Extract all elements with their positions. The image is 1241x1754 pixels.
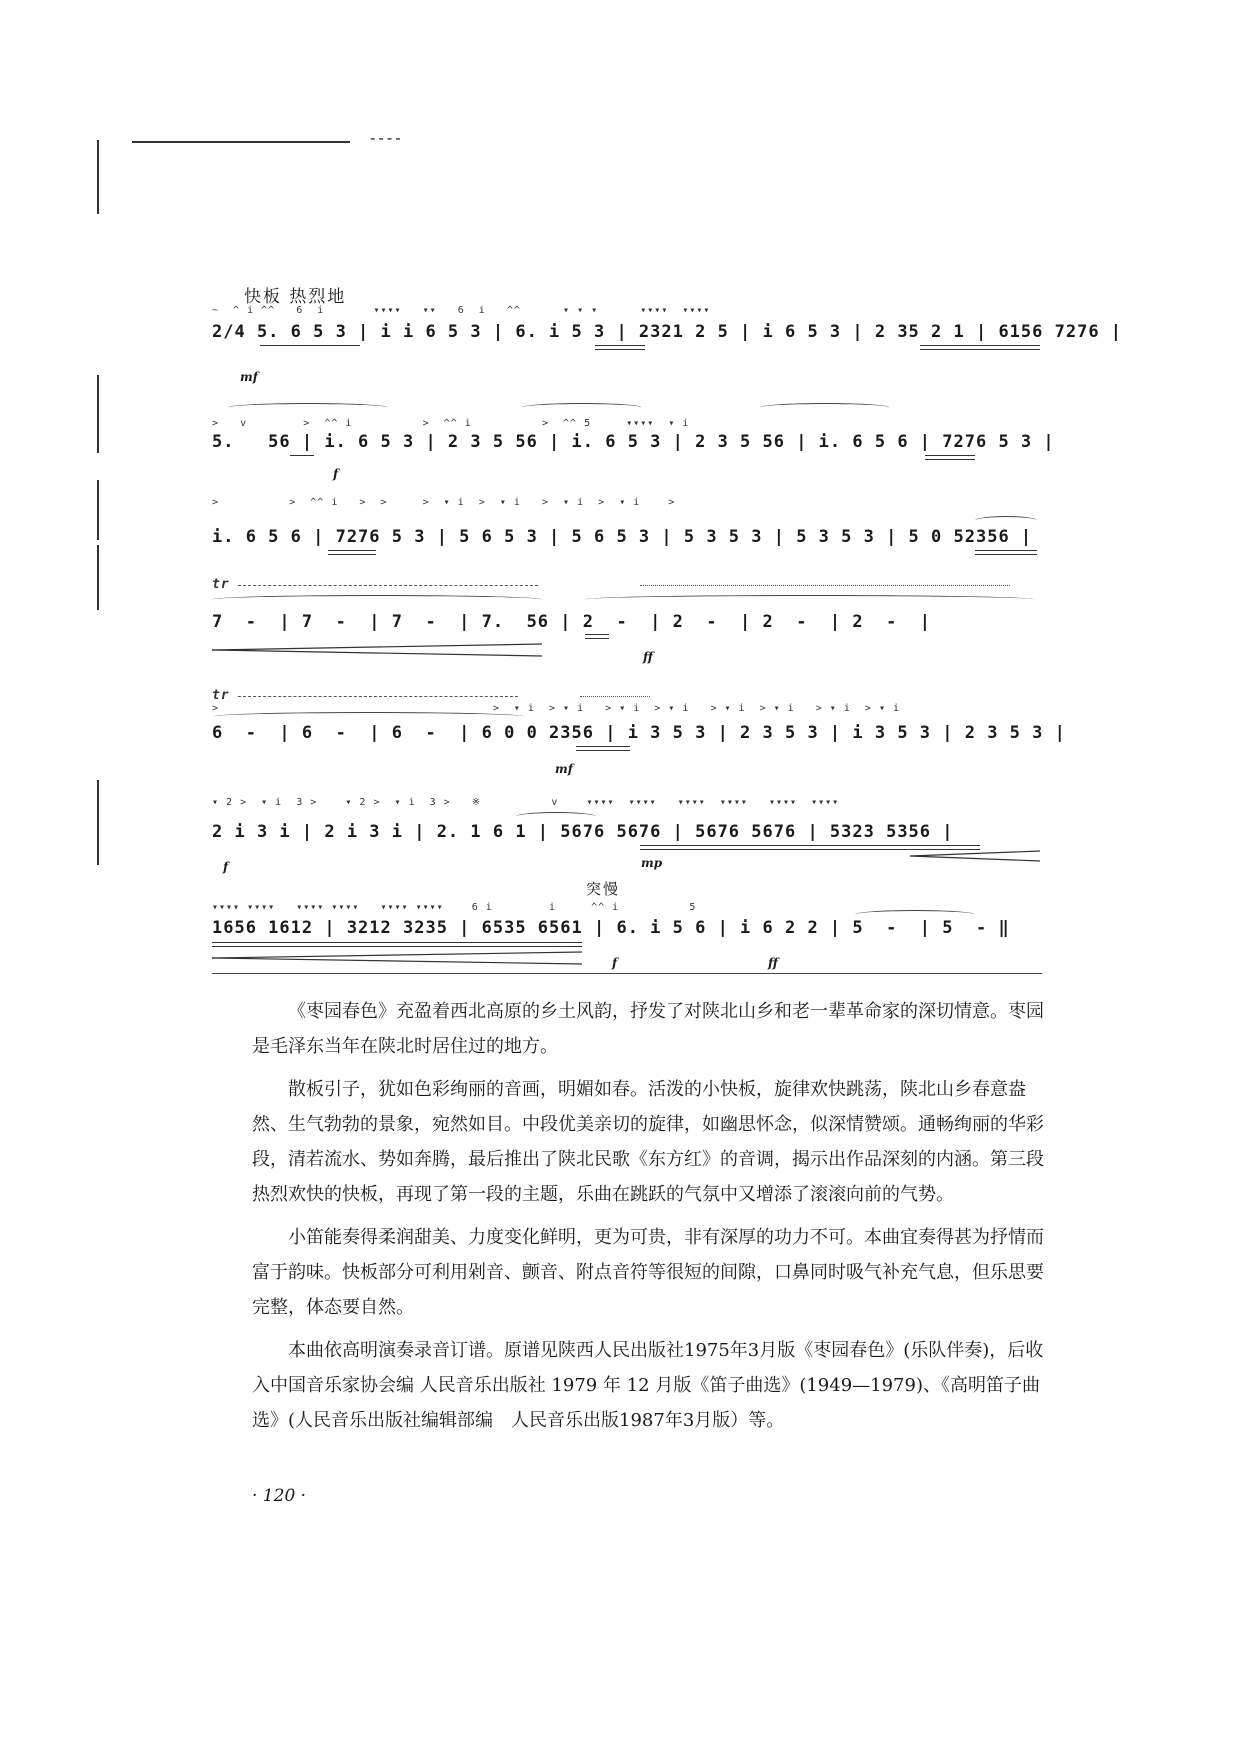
beam	[975, 550, 1037, 551]
score-row: 2/4 5. 6 5 3 | i i 6 5 3 | 6. i 5 3 | 2321 2 5 | i 6 5 3 | 2 35 2 1 | 6156 7276 |	[212, 322, 1123, 342]
margin-bar	[97, 140, 99, 214]
beam	[212, 946, 582, 947]
trill-label: tr	[212, 577, 230, 592]
trill-line	[238, 696, 518, 697]
ornament-line: > v > ^^ i > ^^ i > ^^ 5 ▾▾▾▾ ▾ i	[212, 418, 690, 429]
decrescendo-hairpin	[212, 640, 542, 660]
score-row: 2 i 3 i | 2 i 3 i | 2. 1 6 1 | 5676 5676 | 5676 5676 | 5323 5356 |	[212, 822, 954, 842]
beam	[920, 345, 1040, 346]
score-row: 1656 1612 | 3212 3235 | 6535 6561 | 6. i 5 6 | i 6 2 2 | 5 - | 5 - ‖	[212, 918, 1010, 938]
page-number: · 120 ·	[252, 1486, 307, 1506]
slur	[228, 403, 388, 412]
ornament-line: ~ ^ i ^^ 6 i ▾▾▾▾ ▾▾ 6 i ^^ ▾ ▾ ▾ ▾▾▾▾ ▾▾▾▾	[212, 305, 711, 316]
slur	[585, 595, 1035, 604]
commentary-paragraph: 《枣园春色》充盈着西北高原的乡土风韵，抒发了对陕北山乡和老一辈革命家的深切情意。枣园是毛泽东当年在陕北时居住过的地方。	[252, 1001, 1044, 1057]
crescendo-hairpin	[212, 950, 582, 966]
slur	[975, 516, 1037, 525]
slur	[516, 812, 596, 821]
beam	[328, 554, 376, 555]
ornament-line: > > ^^ i > > > ▾ i > ▾ i > ▾ i > ▾ i >	[212, 497, 676, 508]
beam	[576, 746, 630, 747]
beam	[576, 750, 630, 751]
beam	[585, 634, 609, 635]
dynamic-mark: ff	[768, 956, 778, 970]
beam	[260, 345, 360, 346]
beam	[925, 459, 975, 460]
trill-label: tr	[212, 688, 230, 703]
beam	[290, 455, 314, 456]
beam	[585, 638, 609, 639]
slur	[522, 403, 642, 412]
margin-bar	[97, 780, 99, 865]
score-divider	[212, 973, 1042, 974]
ornament-line: ▾ 2 > ▾ i 3 > ▾ 2 > ▾ i 3 > ※ v ▾▾▾▾ ▾▾▾▾ ▾▾▾▾ ▾▾▾▾ ▾▾▾▾ ▾▾▾▾	[212, 797, 840, 808]
beam	[925, 455, 975, 456]
header-dash: ----	[370, 128, 404, 147]
slur	[760, 403, 890, 412]
margin-bar	[97, 375, 99, 453]
beam	[595, 345, 645, 346]
tempo-marking: 突慢	[586, 880, 621, 898]
fermata-line	[640, 585, 1010, 586]
dynamic-mark: mf	[555, 762, 573, 776]
tempo-marking: 快板 热烈地	[244, 287, 347, 307]
trill-line	[238, 585, 538, 586]
dynamic-mark: f	[333, 467, 339, 481]
slur	[212, 595, 542, 604]
beam	[640, 845, 980, 846]
header-rule	[132, 141, 350, 143]
slur	[214, 712, 524, 721]
crescendo-hairpin	[910, 848, 1040, 864]
commentary-paragraph: 散板引子，犹如色彩绚丽的音画，明媚如春。活泼的小快板，旋律欢快跳荡，陕北山乡春意盎然、生气勃勃的景象，宛然如目。中段优美亲切的旋律，如幽思怀念，似深情赞颂。通畅绚丽的华彩段，清若流水、势如奔腾，最后推出了陕北民歌《东方红》的音调，揭示出作品深刻的内涵。第三段热烈欢快的快板，再现了第一段的主题，乐曲在跳跃的气氛中又增添了滚滚向前的气势。	[252, 1079, 1044, 1205]
beam	[975, 554, 1037, 555]
beam	[328, 550, 376, 551]
score-row: 5. 56 | i. 6 5 3 | 2 3 5 56 | i. 6 5 3 | 2 3 5 56 | i. 6 5 6 | 7276 5 3 |	[212, 432, 1055, 452]
ornament-line: > > ▾ i > ▾ i > ▾ i > ▾ i > ▾ i > ▾ i > ▾ i > ▾ i	[212, 703, 901, 714]
margin-bar	[97, 545, 99, 610]
score-row: 6 - | 6 - | 6 - | 6 0 0 2356 | i 3 5 3 | 2 3 5 3 | i 3 5 3 | 2 3 5 3 |	[212, 723, 1066, 743]
ornament-line: ▾▾▾▾ ▾▾▾▾ ▾▾▾▾ ▾▾▾▾ ▾▾▾▾ ▾▾▾▾ 6 i i ^^ i 5	[212, 902, 697, 913]
dynamic-mark: f	[612, 956, 618, 970]
margin-bar	[97, 480, 99, 540]
dynamic-mark: mp	[641, 856, 663, 870]
dynamic-mark: mf	[240, 370, 258, 384]
beam	[595, 349, 645, 350]
dynamic-mark: ff	[643, 650, 653, 664]
dynamic-mark: f	[223, 860, 229, 874]
commentary-paragraph: 小笛能奏得柔润甜美、力度变化鲜明，更为可贵，非有深厚的功力不可。本曲宜奏得甚为抒情而富于韵味。快板部分可利用剁音、颤音、附点音符等很短的间隙，口鼻同时吸气补充气息，但乐思要完整，体态要自然。	[252, 1227, 1044, 1318]
score-row: 7 - | 7 - | 7 - | 7. 56 | 2 - | 2 - | 2 - | 2 - |	[212, 612, 932, 632]
beam	[920, 349, 1040, 350]
commentary-paragraph: 本曲依高明演奏录音订谱。原谱见陕西人民出版社1975年3月版《枣园春色》(乐队伴奏)，后收入中国音乐家协会编 人民音乐出版社 1979 年 12 月版《笛子曲选》(1949—1979)、《高明笛子曲选》(人民音乐出版社编辑部编 人民音乐出版1987年3月版）等。	[252, 1340, 1044, 1431]
beam	[212, 942, 582, 943]
fermata-line	[580, 696, 650, 697]
commentary	[252, 994, 1048, 1446]
score-row: i. 6 5 6 | 7276 5 3 | 5 6 5 3 | 5 6 5 3 | 5 3 5 3 | 5 3 5 3 | 5 0 52356 |	[212, 527, 1033, 547]
